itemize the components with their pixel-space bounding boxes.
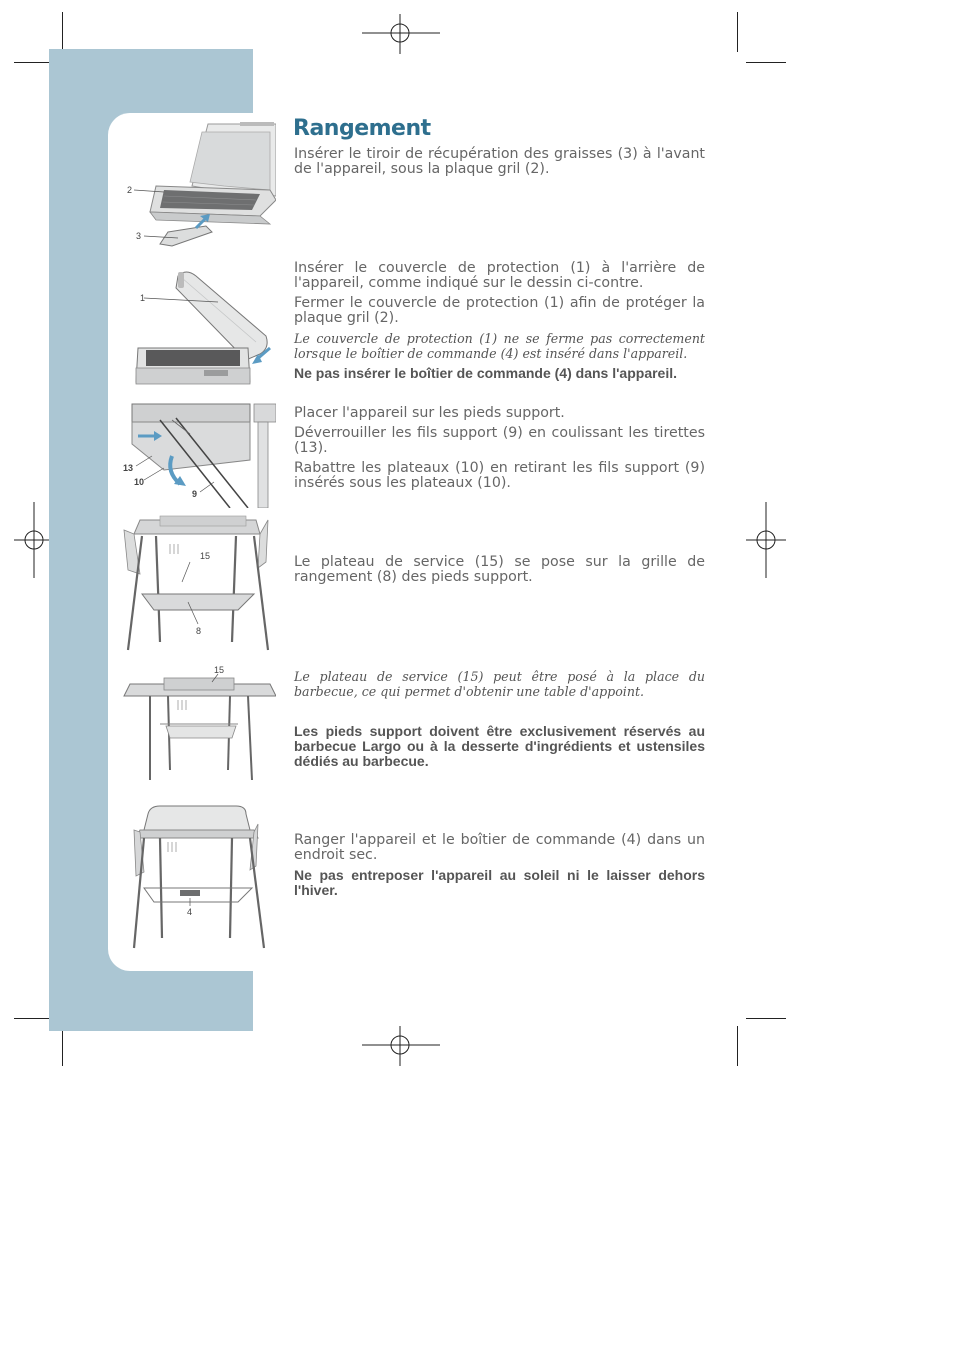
figure-label: 13 [123, 463, 134, 473]
figure-label: 4 [187, 907, 193, 917]
figure-service-tray-on-stand [120, 514, 276, 654]
registration-mark-top [362, 14, 440, 54]
figure-protective-lid [120, 264, 276, 388]
instruction-text: Insérer le tiroir de récupération des graisses (3) à l'avant de l'appareil, sous la plaque gril (2). [294, 146, 705, 177]
figure-label: 2 [127, 185, 133, 195]
instruction-text: Fermer le couvercle de protection (1) afin de protéger la plaque gril (2). [294, 295, 705, 326]
warning-text: Les pieds support doivent être exclusivement réservés au barbecue Largo ou à la desserte d'ingrédients et ustensiles dédiés au barbecue. [294, 723, 705, 769]
figure-label: 1 [140, 293, 146, 303]
note-text: Le plateau de service (15) peut être posé à la place du barbecue, ce qui permet d'obtenir une table d'appoint. [294, 669, 705, 699]
page-title: Rangement [293, 116, 431, 141]
figure-label: 8 [196, 626, 202, 636]
registration-mark-bottom [362, 1026, 440, 1066]
figure-label: 9 [192, 489, 198, 499]
instruction-text: Le plateau de service (15) se pose sur la grille de rangement (8) des pieds support. [294, 554, 705, 585]
figure-label: 15 [214, 665, 225, 675]
instruction-text: Placer l'appareil sur les pieds support. [294, 405, 565, 421]
figure-grill-drip-tray [120, 120, 276, 256]
figure-label: 3 [136, 231, 142, 241]
note-text: Le couvercle de protection (1) ne se ferme pas correctement lorsque le boîtier de commande (4) est inséré dans l'appareil. [294, 331, 705, 361]
warning-text: Ne pas insérer le boîtier de commande (4) dans l'appareil. [294, 365, 678, 381]
figure-side-table [120, 664, 276, 784]
registration-mark-left [14, 502, 54, 578]
figure-label: 15 [200, 551, 211, 561]
figure-stored-appliance [120, 802, 276, 954]
instruction-text: Insérer le couvercle de protection (1) à l'arrière de l'appareil, comme indiqué sur le dessin ci-contre. [294, 260, 705, 291]
figure-folding-trays [120, 400, 276, 508]
instruction-text: Déverrouiller les fils support (9) en coulissant les tirettes (13). [294, 425, 705, 456]
instruction-text: Ranger l'appareil et le boîtier de commande (4) dans un endroit sec. [294, 832, 705, 863]
figure-label: 10 [134, 477, 145, 487]
warning-text: Ne pas entreposer l'appareil au soleil ni le laisser dehors l'hiver. [294, 867, 705, 898]
instruction-text: Rabattre les plateaux (10) en retirant les fils support (9) insérés sous les plateaux (10). [294, 460, 705, 491]
registration-mark-right [746, 502, 786, 578]
